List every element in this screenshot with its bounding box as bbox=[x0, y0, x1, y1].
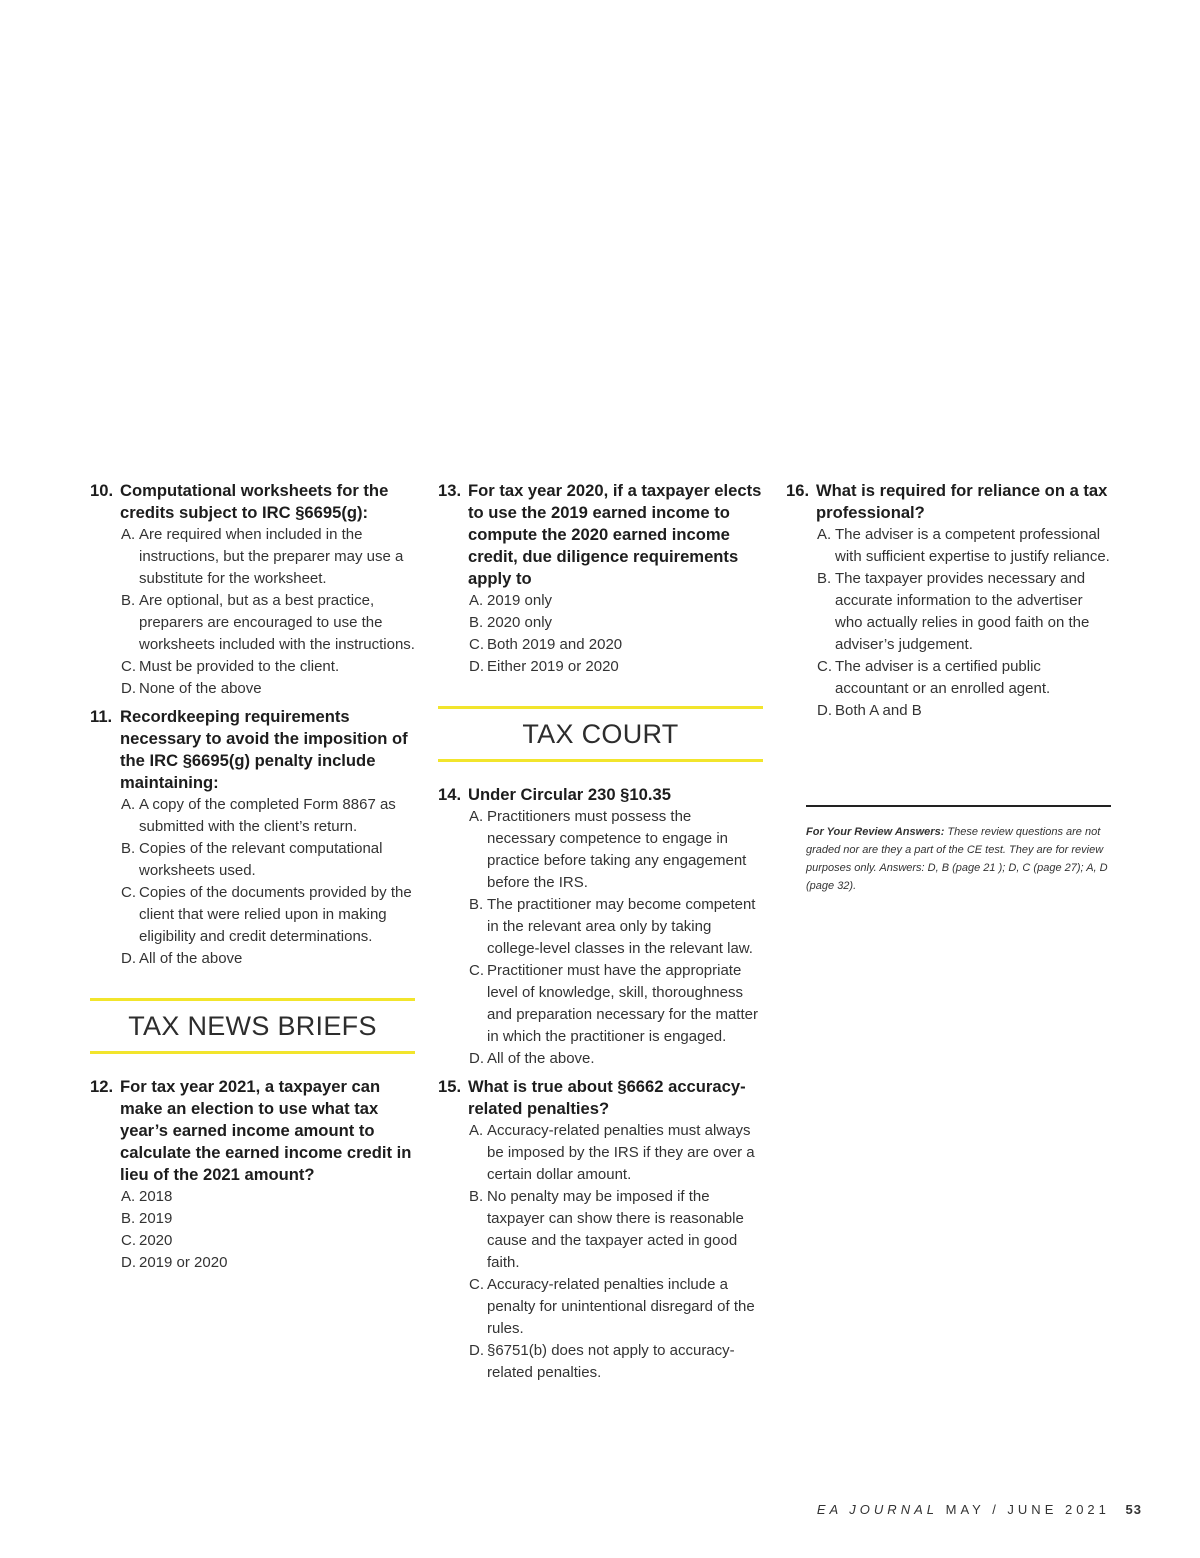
option-letter: B. bbox=[121, 592, 136, 609]
option-text: No penalty may be imposed if the taxpayer can show there is reasonable cause and the taxpayer acted in good faith. bbox=[487, 1188, 744, 1271]
journal-name: EA JOURNAL bbox=[816, 1502, 938, 1517]
question-12-heading bbox=[90, 1076, 415, 1186]
question-number: 13. bbox=[438, 481, 462, 500]
option-letter: C. bbox=[121, 658, 136, 675]
section-title: TAX NEWS BRIEFS bbox=[128, 1011, 377, 1041]
question-16 bbox=[786, 480, 1111, 722]
option-letter: A. bbox=[121, 796, 136, 813]
option-text: The adviser is a competent professional with sufficient expertise to justify reliance. bbox=[835, 526, 1110, 565]
option-text: Copies of the documents provided by the client that were relied upon in making eligibility and credit determinations. bbox=[139, 884, 412, 945]
section-rule-bottom bbox=[90, 1051, 415, 1054]
question-text: Recordkeeping requirements necessary to avoid the imposition of the IRC §6695(g) penalty include maintaining: bbox=[120, 707, 408, 792]
option-b bbox=[817, 568, 1111, 656]
option-text: A copy of the completed Form 8867 as submitted with the client’s return. bbox=[139, 796, 396, 835]
option-letter: A. bbox=[469, 592, 484, 609]
option-b bbox=[469, 1186, 763, 1274]
option-letter: C. bbox=[121, 1232, 136, 1249]
question-11-heading bbox=[90, 706, 415, 794]
option-b bbox=[469, 894, 763, 960]
option-a bbox=[469, 590, 763, 612]
option-letter: D. bbox=[121, 950, 136, 967]
option-text: 2018 bbox=[139, 1188, 173, 1205]
option-text: Accuracy-related penalties include a penalty for unintentional disregard of the rules. bbox=[487, 1276, 755, 1337]
option-c bbox=[121, 656, 415, 678]
option-b bbox=[121, 590, 415, 656]
column-middle bbox=[438, 480, 763, 1390]
question-10-heading bbox=[90, 480, 415, 524]
answer-options bbox=[817, 524, 1111, 722]
option-letter: D. bbox=[121, 680, 136, 697]
question-number: 12. bbox=[90, 1077, 114, 1096]
option-text: 2019 bbox=[139, 1210, 173, 1227]
option-text: 2020 only bbox=[487, 614, 553, 631]
option-letter: B. bbox=[121, 1210, 136, 1227]
option-d bbox=[121, 948, 415, 970]
question-text: Under Circular 230 §10.35 bbox=[468, 785, 671, 804]
review-answers-box bbox=[806, 805, 1111, 895]
option-a bbox=[121, 1186, 415, 1208]
option-letter: C. bbox=[469, 1276, 484, 1293]
question-15-heading bbox=[438, 1076, 763, 1120]
review-answers-lead: For Your Review Answers: bbox=[806, 826, 945, 838]
review-answers-note bbox=[806, 823, 1111, 895]
section-tax-court bbox=[438, 706, 763, 762]
option-text: The taxpayer provides necessary and accurate information to the advertiser who actually relies in good faith on the adviser’s judgement. bbox=[835, 570, 1090, 653]
option-letter: C. bbox=[469, 962, 484, 979]
option-letter: D. bbox=[121, 1254, 136, 1271]
option-letter: C. bbox=[817, 658, 832, 675]
option-a bbox=[817, 524, 1111, 568]
column-right bbox=[786, 480, 1111, 728]
option-text: None of the above bbox=[139, 680, 262, 697]
section-title: TAX COURT bbox=[522, 719, 679, 749]
option-d bbox=[121, 678, 415, 700]
option-letter: D. bbox=[817, 702, 832, 719]
option-letter: D. bbox=[469, 1050, 484, 1067]
option-letter: B. bbox=[469, 614, 484, 631]
option-text: Are required when included in the instructions, but the preparer may use a substitute for the worksheet. bbox=[139, 526, 404, 587]
section-tax-news-briefs bbox=[90, 998, 415, 1054]
answer-options bbox=[121, 794, 415, 970]
page-footer bbox=[817, 1502, 1142, 1517]
question-text: What is required for reliance on a tax professional? bbox=[816, 481, 1108, 522]
answer-options bbox=[469, 1120, 763, 1384]
option-letter: A. bbox=[121, 526, 136, 543]
option-text: Are optional, but as a best practice, preparers are encouraged to use the worksheets included with the instructions. bbox=[139, 592, 415, 653]
option-a bbox=[121, 794, 415, 838]
option-text: Both 2019 and 2020 bbox=[487, 636, 623, 653]
option-d bbox=[469, 1340, 763, 1384]
question-text: What is true about §6662 accuracy-related penalties? bbox=[468, 1077, 746, 1118]
option-a bbox=[469, 806, 763, 894]
option-text: The adviser is a certified public accountant or an enrolled agent. bbox=[835, 658, 1051, 697]
option-text: Must be provided to the client. bbox=[139, 658, 340, 675]
option-text: Practitioners must possess the necessary competence to engage in practice before taking any engagement before the IRS. bbox=[487, 808, 747, 891]
question-15 bbox=[438, 1076, 763, 1384]
option-text: 2020 bbox=[139, 1232, 173, 1249]
option-a bbox=[469, 1120, 763, 1186]
option-d bbox=[469, 1048, 763, 1070]
question-13 bbox=[438, 480, 763, 678]
option-c bbox=[469, 634, 763, 656]
option-b bbox=[121, 1208, 415, 1230]
option-letter: A. bbox=[817, 526, 832, 543]
option-text: Practitioner must have the appropriate level of knowledge, skill, thoroughness and preparation necessary for the matter in which the practitioner is engaged. bbox=[487, 962, 758, 1045]
option-b bbox=[121, 838, 415, 882]
option-letter: B. bbox=[817, 570, 832, 587]
option-letter: D. bbox=[469, 1342, 484, 1359]
option-text: 2019 or 2020 bbox=[139, 1254, 228, 1271]
question-number: 10. bbox=[90, 481, 114, 500]
option-c bbox=[121, 1230, 415, 1252]
question-12 bbox=[90, 1076, 415, 1274]
question-number: 16. bbox=[786, 481, 810, 500]
option-letter: A. bbox=[469, 808, 484, 825]
question-text: Computational worksheets for the credits subject to IRC §6695(g): bbox=[120, 481, 389, 522]
question-number: 14. bbox=[438, 785, 462, 804]
review-answers-text: These review questions are not graded nor are they a part of the CE test. They are for review purposes only. Answers: D, B (page 21 ); D, C (page 27); A, D (page 32). bbox=[806, 826, 1108, 892]
option-letter: C. bbox=[121, 884, 136, 901]
question-10 bbox=[90, 480, 415, 700]
answer-options bbox=[121, 1186, 415, 1274]
answer-options bbox=[469, 590, 763, 678]
option-text: All of the above bbox=[139, 950, 243, 967]
option-text: The practitioner may become competent in the relevant area only by taking college-level classes in the relevant law. bbox=[487, 896, 756, 957]
option-text: §6751(b) does not apply to accuracy-related penalties. bbox=[487, 1342, 735, 1381]
option-d bbox=[121, 1252, 415, 1274]
question-16-heading bbox=[786, 480, 1111, 524]
option-c bbox=[121, 882, 415, 948]
option-text: Both A and B bbox=[835, 702, 922, 719]
question-13-heading bbox=[438, 480, 763, 590]
answer-options bbox=[469, 806, 763, 1070]
option-d bbox=[817, 700, 1111, 722]
option-a bbox=[121, 524, 415, 590]
option-letter: D. bbox=[469, 658, 484, 675]
option-text: All of the above. bbox=[487, 1050, 595, 1067]
question-11 bbox=[90, 706, 415, 970]
question-number: 15. bbox=[438, 1077, 462, 1096]
option-text: Copies of the relevant computational worksheets used. bbox=[139, 840, 383, 879]
option-letter: A. bbox=[121, 1188, 136, 1205]
option-letter: A. bbox=[469, 1122, 484, 1139]
question-text: For tax year 2021, a taxpayer can make an election to use what tax year’s earned income amount to calculate the earned income credit in lieu of the 2021 amount? bbox=[120, 1077, 412, 1184]
option-text: Either 2019 or 2020 bbox=[487, 658, 619, 675]
option-letter: B. bbox=[469, 896, 484, 913]
option-text: Accuracy-related penalties must always be imposed by the IRS if they are over a certain dollar amount. bbox=[487, 1122, 755, 1183]
option-b bbox=[469, 612, 763, 634]
review-rule bbox=[806, 805, 1111, 807]
option-text: 2019 only bbox=[487, 592, 553, 609]
option-letter: B. bbox=[121, 840, 136, 857]
page-number: 53 bbox=[1125, 1502, 1142, 1517]
question-14 bbox=[438, 784, 763, 1070]
question-14-heading bbox=[438, 784, 763, 806]
issue-date: MAY / JUNE 2021 bbox=[945, 1502, 1110, 1517]
option-letter: B. bbox=[469, 1188, 484, 1205]
question-text: For tax year 2020, if a taxpayer elects to use the 2019 earned income to compute the 2020 earned income credit, due diligence requirements apply to bbox=[468, 481, 762, 588]
question-number: 11. bbox=[90, 707, 113, 726]
option-c bbox=[469, 1274, 763, 1340]
option-c bbox=[469, 960, 763, 1048]
answer-options bbox=[121, 524, 415, 700]
option-c bbox=[817, 656, 1111, 700]
option-d bbox=[469, 656, 763, 678]
option-letter: C. bbox=[469, 636, 484, 653]
section-rule-bottom bbox=[438, 759, 763, 762]
column-left bbox=[90, 480, 415, 1280]
